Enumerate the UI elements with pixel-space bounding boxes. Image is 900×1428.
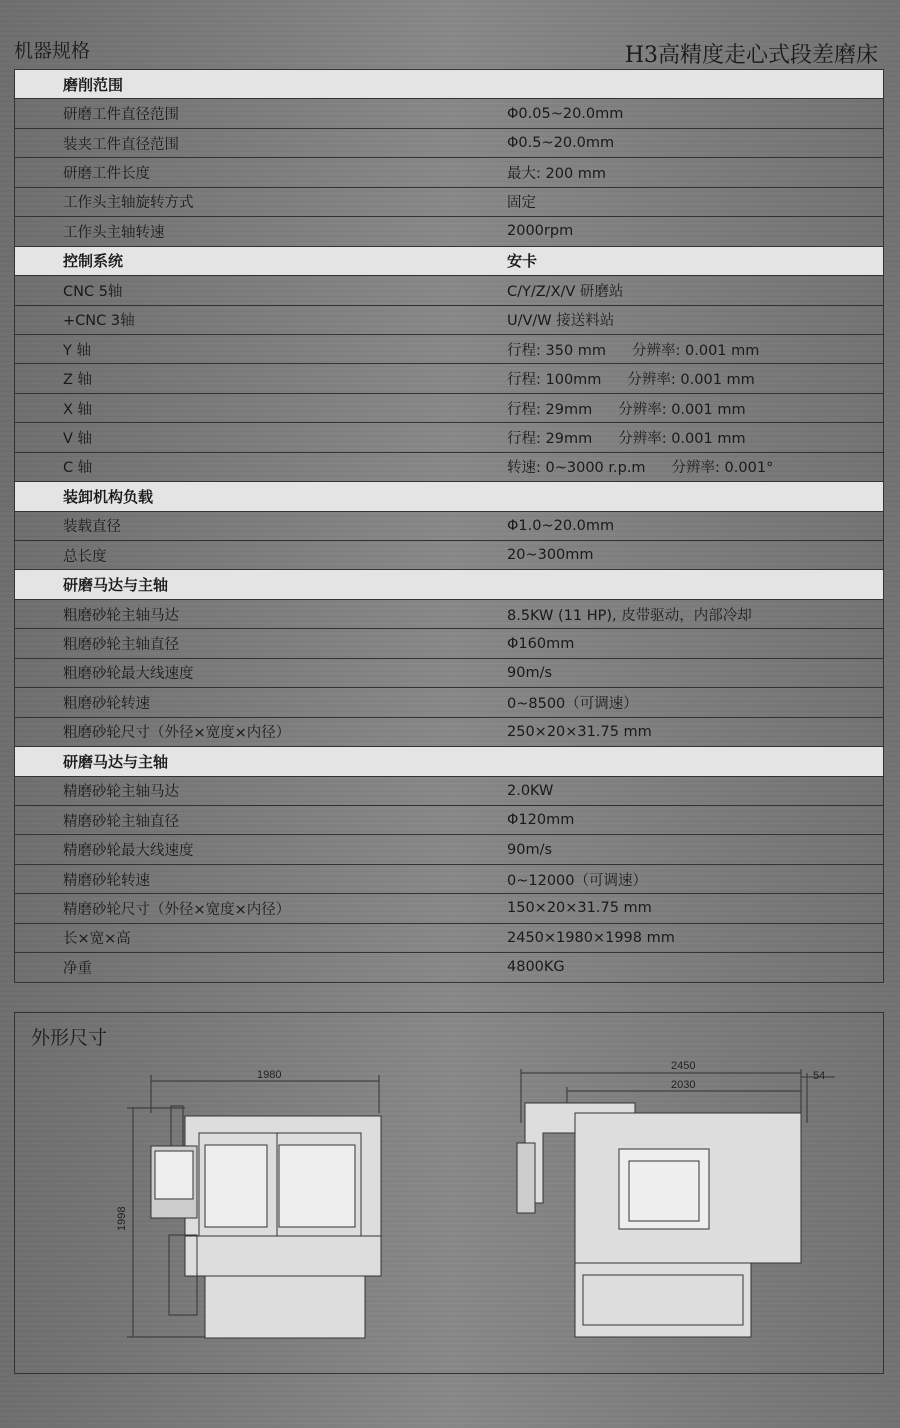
spec-value-text: 行程: 350 mm [507, 342, 607, 359]
spec-value [507, 900, 883, 916]
table-row [15, 364, 883, 393]
spec-label: 长×宽×高 [63, 931, 131, 948]
table-row [15, 777, 883, 806]
spec-value [507, 783, 883, 799]
spec-resolution: 分辨率: 0.001 mm [618, 430, 746, 447]
spec-value [507, 812, 883, 828]
spec-value [507, 162, 883, 183]
spec-value-text: 行程: 29mm [507, 401, 593, 418]
front-width-label: 1980 [257, 1069, 282, 1081]
table-row [15, 629, 883, 658]
spec-label: 精磨砂轮转速 [63, 872, 150, 889]
spec-value-text: Φ0.5~20.0mm [507, 135, 615, 152]
table-row [15, 894, 883, 923]
table-row [15, 688, 883, 717]
spec-value [507, 223, 883, 239]
spec-label: 装卸机构负载 [63, 487, 154, 506]
spec-value [507, 368, 883, 389]
spec-label: 总长度 [63, 548, 107, 565]
table-row [15, 600, 883, 629]
spec-value-text: C/Y/Z/X/V 研磨站 [507, 283, 624, 300]
spec-label: 研磨工件长度 [63, 166, 150, 183]
spec-resolution: 分辨率: 0.001° [671, 460, 774, 477]
spec-value [507, 604, 883, 625]
spec-label: Z 轴 [63, 372, 93, 389]
spec-value [507, 959, 883, 975]
table-row [15, 806, 883, 835]
spec-value-text: U/V/W 接送料站 [507, 313, 615, 330]
table-row [15, 659, 883, 688]
spec-value [507, 135, 883, 151]
spec-label: 工作头主轴旋转方式 [63, 195, 194, 212]
table-row [15, 306, 883, 335]
spec-value [507, 869, 883, 890]
spec-label: 研磨马达与主轴 [63, 576, 169, 595]
side-length-label: 2450 [671, 1060, 696, 1072]
spec-value-text: 安卡 [507, 252, 538, 271]
spec-value-text: 0~12000（可调速） [507, 872, 648, 889]
table-row [15, 835, 883, 864]
spec-value-text: 0~8500（可调速） [507, 695, 638, 712]
spec-resolution: 分辨率: 0.001 mm [632, 342, 760, 359]
table-row [15, 158, 883, 187]
spec-label: CNC 5轴 [63, 283, 123, 300]
spec-value [507, 250, 883, 271]
spec-label: 粗磨砂轮尺寸（外径×宽度×内径） [63, 725, 291, 742]
spec-label: 工作头主轴转速 [63, 224, 165, 241]
spec-label: C 轴 [63, 460, 93, 477]
spec-value-text: 行程: 100mm [507, 372, 602, 389]
dimensions-panel [14, 1012, 884, 1374]
spec-value-text: 固定 [507, 195, 536, 212]
spec-value-text: Φ120mm [507, 812, 575, 829]
front-view-drawing [116, 1069, 381, 1338]
table-row [15, 924, 883, 953]
spec-value [507, 106, 883, 122]
spec-label: 精磨砂轮主轴马达 [63, 784, 179, 801]
spec-label: +CNC 3轴 [63, 313, 135, 330]
side-view-drawing [517, 1060, 835, 1337]
spec-value-text: 4800KG [507, 959, 565, 976]
spec-value [507, 636, 883, 652]
section-title: 机器规格 [14, 40, 91, 62]
spec-value-text: 90m/s [507, 841, 553, 858]
spec-value [507, 456, 883, 477]
section-header-row [15, 247, 883, 276]
spec-label: 装夹工件直径范围 [63, 136, 179, 153]
table-row [15, 953, 883, 982]
spec-value [507, 930, 883, 946]
table-row [15, 453, 883, 482]
spec-value [507, 191, 883, 212]
spec-value-text: 行程: 29mm [507, 430, 593, 447]
spec-value-text: 转速: 0~3000 r.p.m [507, 460, 646, 477]
spec-label: 粗磨砂轮主轴马达 [63, 607, 179, 624]
spec-resolution: 分辨率: 0.001 mm [618, 401, 746, 418]
table-row [15, 423, 883, 452]
spec-value-text: 20~300mm [507, 547, 594, 564]
spec-value [507, 547, 883, 563]
section-header-row [15, 747, 883, 776]
spec-value-text: 2.0KW [507, 782, 554, 799]
spec-label: 粗磨砂轮主轴直径 [63, 637, 179, 654]
spec-value-text: Φ160mm [507, 635, 575, 652]
spec-value [507, 518, 883, 534]
spec-label: 粗磨砂轮最大线速度 [63, 666, 194, 683]
spec-value [507, 427, 883, 448]
table-row [15, 718, 883, 747]
section-header-row [15, 570, 883, 599]
table-row [15, 512, 883, 541]
spec-label: 精磨砂轮最大线速度 [63, 843, 194, 860]
spec-label: 净重 [63, 960, 92, 977]
table-row [15, 188, 883, 217]
spec-value [507, 665, 883, 681]
table-row [15, 394, 883, 423]
spec-value-text: Φ0.05~20.0mm [507, 105, 624, 122]
table-row [15, 541, 883, 570]
spec-label: 磨削范围 [63, 75, 124, 94]
spec-label: 粗磨砂轮转速 [63, 695, 150, 712]
spec-label: 装载直径 [63, 519, 121, 536]
table-row [15, 335, 883, 364]
spec-table [14, 69, 884, 983]
product-title: H3高精度走心式段差磨床 [624, 43, 878, 68]
spec-value [507, 724, 883, 740]
spec-value-text: 2450×1980×1998 mm [507, 929, 675, 946]
spec-value [507, 280, 883, 301]
spec-label: 精磨砂轮尺寸（外径×宽度×内径） [63, 901, 291, 918]
spec-resolution: 分辨率: 0.001 mm [627, 372, 755, 389]
spec-value [507, 398, 883, 419]
table-row [15, 217, 883, 246]
section-header-row [15, 70, 883, 99]
spec-value [507, 842, 883, 858]
table-row [15, 99, 883, 128]
spec-value [507, 339, 883, 360]
spec-value-text: Φ1.0~20.0mm [507, 517, 615, 534]
spec-value [507, 692, 883, 713]
spec-value-text: 8.5KW (11 HP), 皮带驱动，内部冷却 [507, 607, 752, 624]
section-header-row [15, 482, 883, 511]
spec-value-text: 2000rpm [507, 223, 574, 240]
spec-label: 控制系统 [63, 252, 124, 271]
spec-label: Y 轴 [63, 342, 91, 359]
side-offset-label: 54 [813, 1070, 826, 1082]
spec-value-text: 最大: 200 mm [507, 166, 607, 183]
side-inner-label: 2030 [671, 1079, 696, 1091]
machine-drawings [15, 1013, 885, 1375]
spec-label: V 轴 [63, 430, 93, 447]
spec-label: 研磨马达与主轴 [63, 752, 169, 771]
spec-value [507, 309, 883, 330]
table-row [15, 129, 883, 158]
table-row [15, 276, 883, 305]
table-row [15, 865, 883, 894]
dimensions-title: 外形尺寸 [31, 1027, 108, 1049]
spec-value-text: 150×20×31.75 mm [507, 900, 652, 917]
spec-label: X 轴 [63, 401, 93, 418]
spec-value-text: 250×20×31.75 mm [507, 723, 652, 740]
spec-label: 研磨工件直径范围 [63, 107, 179, 124]
spec-value-text: 90m/s [507, 664, 553, 681]
front-height-label: 1998 [116, 1206, 128, 1231]
spec-label: 精磨砂轮主轴直径 [63, 813, 179, 830]
